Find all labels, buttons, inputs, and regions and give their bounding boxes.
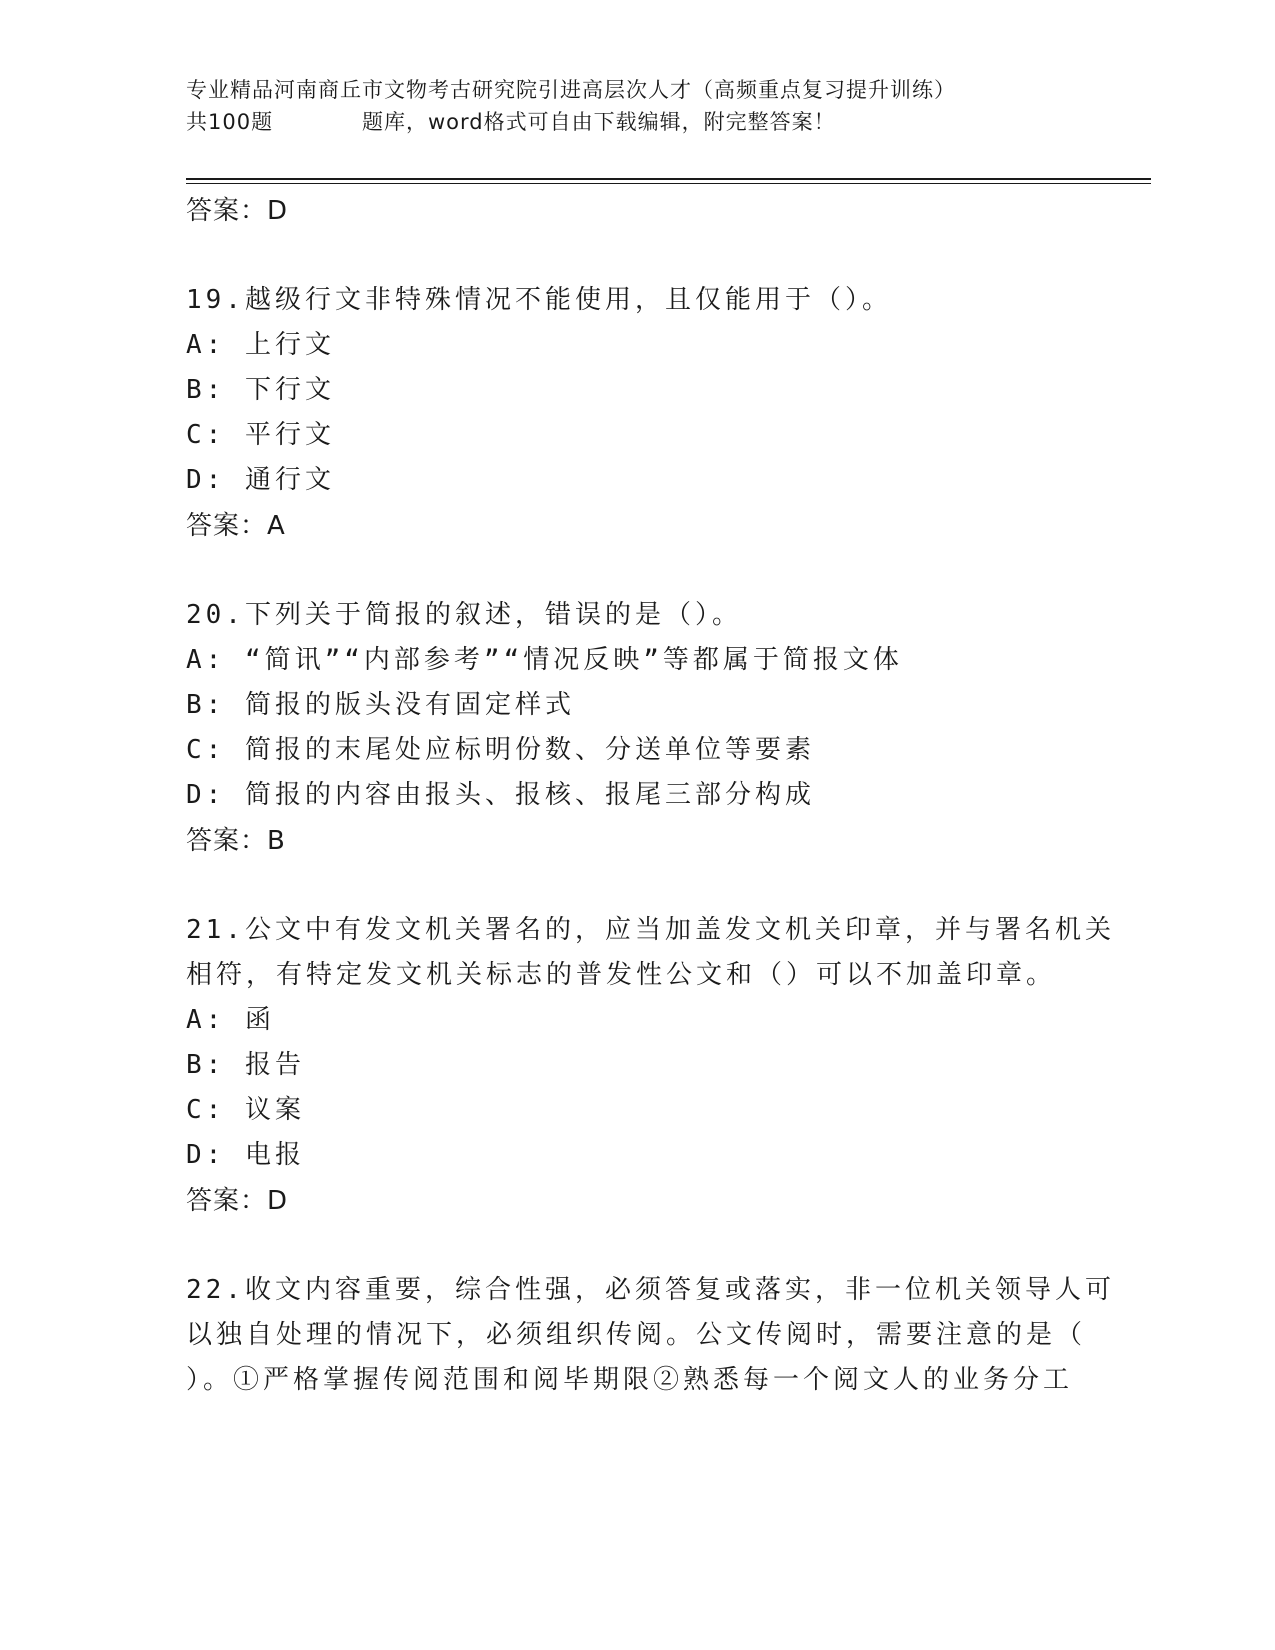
stem-line: 22.收文内容重要，综合性强，必须答复或落实，非一位机关领导人可 [186, 1275, 1115, 1305]
question-stem [186, 908, 1115, 998]
header-description: 题库，word格式可自由下载编辑，附完整答案！ [362, 110, 836, 134]
header-divider [186, 178, 1151, 180]
option-c: C: 简报的末尾处应标明份数、分送单位等要素 [186, 735, 815, 765]
option-c: C: 平行文 [186, 420, 335, 450]
option-b: B: 报告 [186, 1050, 305, 1080]
answer-20: 答案：B [186, 826, 286, 856]
question-21 [186, 908, 1115, 1224]
stem-line: 相符，有特定发文机关标志的普发性公文和（）可以不加盖印章。 [186, 960, 1057, 990]
option-d: D: 电报 [186, 1140, 305, 1170]
answer-19: 答案：A [186, 511, 286, 541]
stem-line: ）。①严格掌握传阅范围和阅毕期限②熟悉每一个阅文人的业务分工 [186, 1365, 1074, 1395]
option-d: D: 通行文 [186, 465, 335, 495]
option-b: B: 下行文 [186, 375, 335, 405]
option-a: A: 函 [186, 1005, 275, 1035]
option-a: A: “简讯”“内部参考”“情况反映”等都属于简报文体 [186, 645, 903, 675]
option-b: B: 简报的版头没有固定样式 [186, 690, 575, 720]
header-divider-thin [186, 183, 1151, 184]
question-count: 共100题 [186, 110, 274, 134]
header-title: 专业精品河南商丘市文物考古研究院引进高层次人才（高频重点复习提升训练） [186, 78, 956, 102]
stem-line: 21.公文中有发文机关署名的，应当加盖发文机关印章，并与署名机关 [186, 915, 1115, 945]
question-stem [186, 278, 1086, 323]
stem-line: 19.越级行文非特殊情况不能使用，且仅能用于（）。 [186, 285, 892, 315]
header-subtitle [186, 106, 1146, 138]
question-22 [186, 1268, 1115, 1403]
option-c: C: 议案 [186, 1095, 305, 1125]
question-list [186, 188, 1115, 1403]
document-header [186, 74, 1146, 138]
question-stem [186, 1268, 1115, 1403]
stem-line: 以独自处理的情况下，必须组织传阅。公文传阅时，需要注意的是（ [186, 1320, 1087, 1350]
answer-21: 答案：D [186, 1186, 289, 1216]
question-19 [186, 278, 1086, 549]
stem-line: 20.下列关于简报的叙述，错误的是（）。 [186, 600, 742, 630]
answer-18: 答案：D [186, 196, 289, 226]
option-d: D: 简报的内容由报头、报核、报尾三部分构成 [186, 780, 815, 810]
question-stem [186, 593, 1086, 638]
option-a: A: 上行文 [186, 330, 335, 360]
question-20 [186, 593, 1086, 864]
